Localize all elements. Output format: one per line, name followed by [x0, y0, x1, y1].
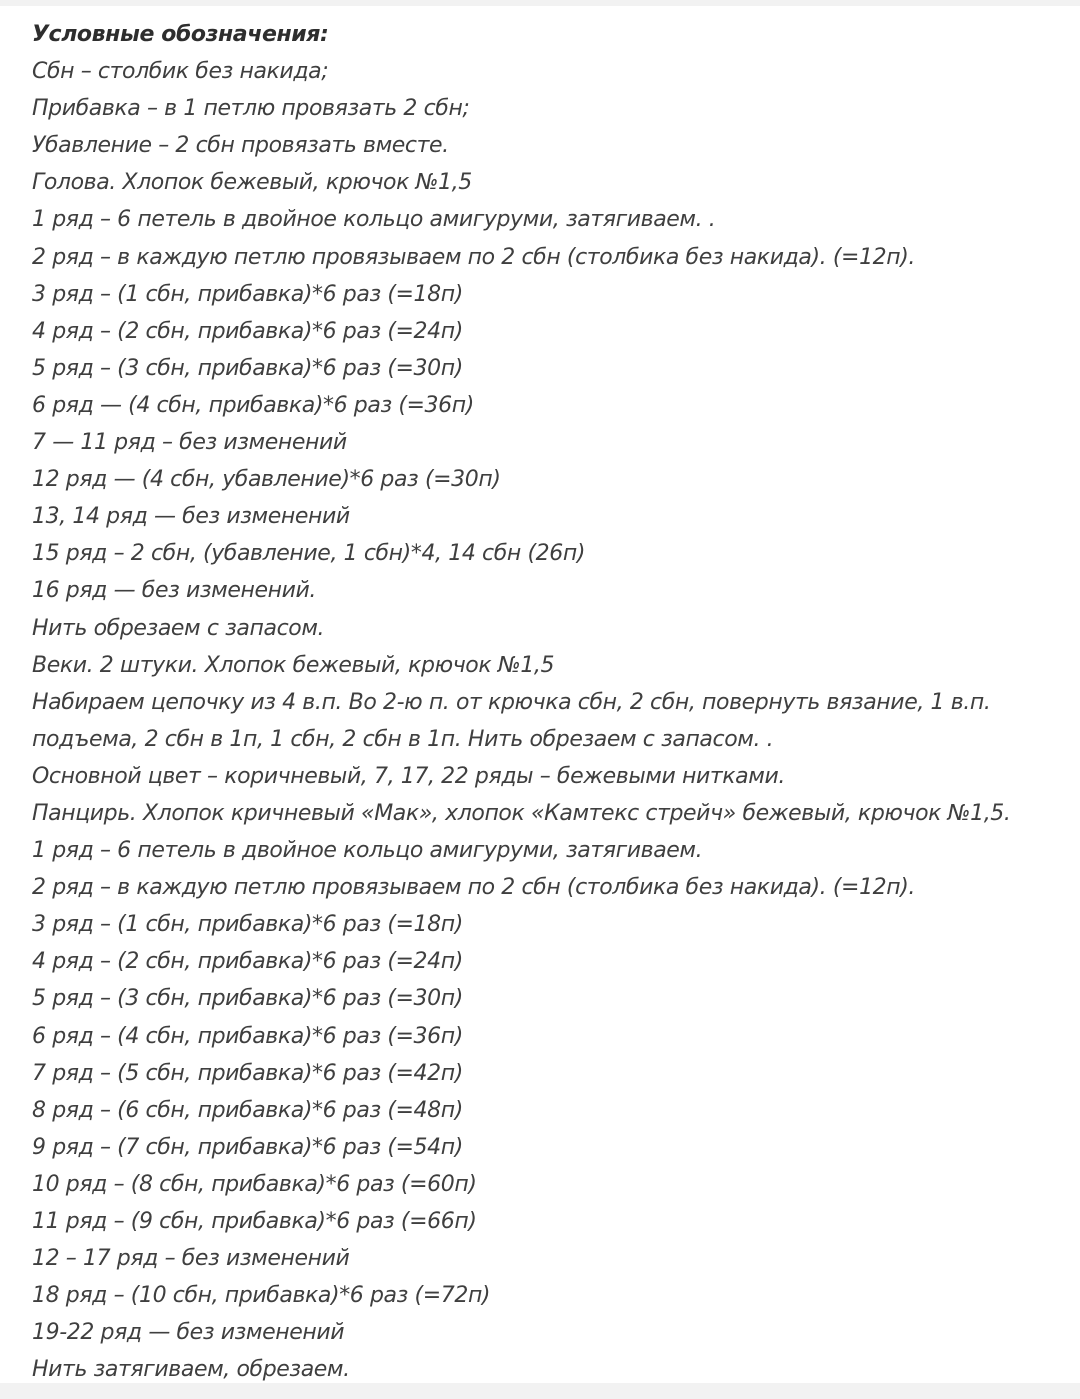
text-line: подъема, 2 сбн в 1п, 1 сбн, 2 сбн в 1п. Нить обрезаем с запасом. . — [32, 726, 774, 752]
document-page — [0, 6, 1080, 1383]
text-line: 6 ряд – (4 сбн, прибавка)*6 раз (=36п) — [32, 1023, 463, 1049]
text-line: 2 ряд – в каждую петлю провязываем по 2 сбн (столбика без накида). (=12п). — [32, 875, 916, 901]
text-line: Панцирь. Хлопок кричневый «Мак», хлопок «Камтекс стрейч» бежевый, крючок №1,5. — [32, 800, 1011, 826]
text-line: Основной цвет – коричневый, 7, 17, 22 ряды – бежевыми нитками. — [32, 763, 785, 789]
text-line: 4 ряд – (2 сбн, прибавка)*6 раз (=24п) — [32, 318, 463, 344]
text-line: 5 ряд – (3 сбн, прибавка)*6 раз (=30п) — [32, 986, 463, 1012]
text-line: 18 ряд – (10 сбн, прибавка)*6 раз (=72п) — [32, 1283, 491, 1309]
text-line: Нить затягиваем, обрезаем. — [32, 1357, 350, 1383]
text-line: 19-22 ряд — без изменений — [32, 1320, 345, 1346]
text-line: Голова. Хлопок бежевый, крючок №1,5 — [32, 170, 472, 196]
text-line: 4 ряд – (2 сбн, прибавка)*6 раз (=24п) — [32, 949, 463, 975]
text-line: Убавление – 2 сбн провязать вместе. — [32, 133, 449, 159]
text-line: 2 ряд – в каждую петлю провязываем по 2 сбн (столбика без накида). (=12п). — [32, 244, 916, 270]
text-line: 16 ряд — без изменений. — [32, 578, 316, 604]
legend-heading: Условные обозначения: — [32, 22, 329, 47]
text-line: 7 — 11 ряд – без изменений — [32, 430, 347, 456]
text-line: 12 ряд — (4 сбн, убавление)*6 раз (=30п) — [32, 467, 501, 493]
text-line: Прибавка – в 1 петлю провязать 2 сбн; — [32, 96, 470, 122]
text-line: 9 ряд – (7 сбн, прибавка)*6 раз (=54п) — [32, 1134, 463, 1160]
text-line: 12 – 17 ряд – без изменений — [32, 1246, 350, 1272]
text-line: 3 ряд – (1 сбн, прибавка)*6 раз (=18п) — [32, 281, 463, 307]
text-line: 6 ряд — (4 сбн, прибавка)*6 раз (=36п) — [32, 392, 474, 418]
text-line: 8 ряд – (6 сбн, прибавка)*6 раз (=48п) — [32, 1097, 463, 1123]
text-line: 13, 14 ряд — без изменений — [32, 504, 350, 530]
text-line: Набираем цепочку из 4 в.п. Во 2-ю п. от крючка сбн, 2 сбн, повернуть вязание, 1 в.п. — [32, 689, 991, 715]
text-line: 5 ряд – (3 сбн, прибавка)*6 раз (=30п) — [32, 355, 463, 381]
text-line: 1 ряд – 6 петель в двойное кольцо амигуруми, затягиваем. . — [32, 207, 716, 233]
text-line: 3 ряд – (1 сбн, прибавка)*6 раз (=18п) — [32, 912, 463, 938]
text-line: Сбн – столбик без накида; — [32, 59, 329, 85]
text-line: 7 ряд – (5 сбн, прибавка)*6 раз (=42п) — [32, 1060, 463, 1086]
text-line: 10 ряд – (8 сбн, прибавка)*6 раз (=60п) — [32, 1171, 477, 1197]
text-line: Нить обрезаем с запасом. — [32, 615, 325, 641]
pattern-text — [32, 16, 1072, 1388]
text-line: 11 ряд – (9 сбн, прибавка)*6 раз (=66п) — [32, 1209, 477, 1234]
text-line: 1 ряд – 6 петель в двойное кольцо амигуруми, затягиваем. — [32, 838, 703, 864]
text-line: 15 ряд – 2 сбн, (убавление, 1 сбн)*4, 14 сбн (26п) — [32, 541, 585, 567]
text-line: Веки. 2 штуки. Хлопок бежевый, крючок №1,5 — [32, 652, 555, 678]
